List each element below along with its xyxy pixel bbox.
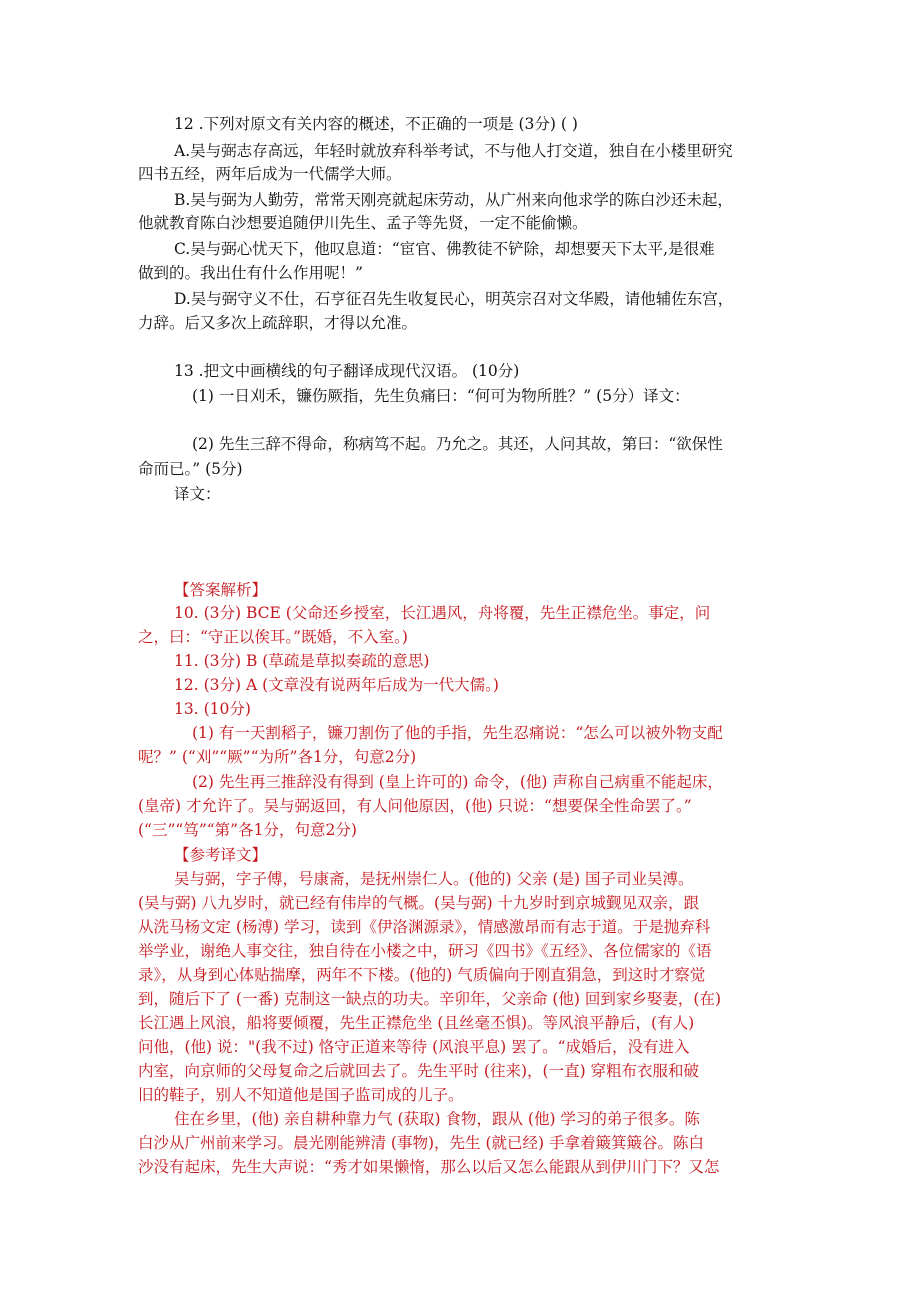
translation-p1-line: 旧的鞋子，别人不知道他是国子监司成的儿子。 (138, 1086, 464, 1104)
translation-p2-line: 白沙从广州前来学习。晨光刚能辨清 (事物)，先生 (就已经) 手拿着簸箕簸谷。陈白 (138, 1134, 704, 1152)
q12-option-a-line2: 四书五经，两年后成为一代儒学大师。 (138, 165, 402, 183)
answer-10-line1: 10. (3分) BCE (父命还乡授室，长江遇风，舟将覆，先生正襟危坐。事定，问 (174, 604, 711, 622)
q13-translation-label: 译文： (174, 485, 221, 503)
translation-p1-line: 吴与弼，字子傅，号康斋，是抚州崇仁人。(他的) 父亲 (是) 国子司业吴溥。 (174, 870, 694, 888)
translation-p1-line: 内室，向京师的父母复命之后就回去了。先生平时 (往来)，(一直) 穿粗布衣服和破 (138, 1062, 700, 1080)
q12-option-d-line1: D.吴与弼守义不仕，石亨征召先生收复民心，明英宗召对文华殿，请他辅佐东宫， (174, 290, 734, 308)
q12-option-b-line2: 他就教育陈白沙想要追随伊川先生、孟子等先贤，一定不能偷懒。 (138, 214, 588, 232)
translation-p1-line: 从洗马杨文定 (杨溥) 学习，读到《伊洛渊源录》，情感激昂而有志于道。于是抛弃科 (138, 918, 711, 936)
q12-option-c-line1: C.吴与弼心忧天下，他叹息道：“宦官、佛教徒不铲除，却想要天下太平,是很难 (174, 240, 715, 258)
translation-p1-line: 问他，(他) 说："(我不过) 恪守正道来等待 (风浪平息) 罢了。“成婚后，没有进入 (138, 1038, 690, 1056)
answer-10-line2: 之，曰：“守正以俟耳。”既婚，不入室。) (138, 628, 408, 646)
translation-p1-line: (吴与弼) 八九岁时，就已经有伟岸的气概。(吴与弼) 十九岁时到京城觐见双亲，跟 (138, 894, 700, 912)
q12-title: 12 .下列对原文有关内容的概述，不正确的一项是 (3分) ( ) (174, 115, 578, 133)
q13-part1: (1) 一日刈禾，镰伤厥指，先生负痛曰：“何可为物所胜？” (5分）译文： (192, 387, 690, 405)
q12-option-a-line1: A.吴与弼志存高远，年轻时就放弃科举考试，不与他人打交道，独自在小楼里研究 (174, 142, 733, 160)
translation-heading: 【参考译文】 (174, 846, 268, 864)
translation-p2-line: 沙没有起床，先生大声说：“秀才如果懒惰，那么以后又怎么能跟从到伊川门下？又怎 (138, 1158, 720, 1176)
answer-13-2-line3: (“三”“笃”“第”各1分，句意2分) (138, 821, 357, 839)
q12-option-c-line2: 做到的。我出仕有什么作用呢！” (138, 264, 363, 282)
q12-option-b-line1: B.吴与弼为人勤劳，常常天刚亮就起床劳动，从广州来向他求学的陈白沙还未起， (174, 191, 733, 209)
q13-title: 13 .把文中画横线的句子翻译成现代汉语。 (10分) (174, 362, 520, 380)
translation-p1-line: 录》，从身到心体贴揣摩，两年不下楼。(他的) 气质偏向于刚直狷急，到这时才察觉 (138, 966, 706, 984)
q13-part2-line1: (2) 先生三辞不得命，称病笃不起。乃允之。其还，人问其故，第曰：“欲保性 (192, 435, 723, 453)
q12-option-d-line2: 力辞。后又多次上疏辞职，才得以允准。 (138, 314, 418, 332)
translation-p1-line: 到，随后下了 (一番) 克制这一缺点的功夫。辛卯年，父亲命 (他) 回到家乡娶妻，(在) (138, 990, 721, 1008)
answer-heading: 【答案解析】 (174, 581, 268, 599)
answer-13-2-line1: (2) 先生再三推辞没有得到 (皇上许可的) 命令，(他) 声称自己病重不能起床， (192, 773, 723, 791)
translation-p1-line: 举学业，谢绝人事交往，独自待在小楼之中，研习《四书》《五经》、各位儒家的《语 (138, 942, 712, 960)
answer-13-1-line2: 呢？” (“刈”“厥”“为所”各1分，句意2分) (138, 748, 417, 766)
answer-13-2-line2: (皇帝) 才允许了。吴与弼返回，有人问他原因，(他) 只说：“想要保全性命罢了。” (138, 797, 692, 815)
translation-p1-line: 长江遇上风浪，船将要倾覆，先生正襟危坐 (且丝毫丕惧)。等风浪平静后，(有人) (138, 1014, 695, 1032)
answer-13: 13. (10分) (174, 700, 251, 718)
answer-12: 12. (3分) A (文章没有说两年后成为一代大儒。) (174, 676, 499, 694)
answer-11: 11. (3分) B (草疏是草拟奏疏的意思) (174, 652, 430, 670)
q13-part2-line2: 命而已。” (5分) (138, 460, 243, 478)
translation-p2-line: 住在乡里，(他) 亲自耕种靠力气 (获取) 食物，跟从 (他) 学习的弟子很多。陈 (174, 1110, 700, 1128)
answer-13-1-line1: (1) 有一天割稻子，镰刀割伤了他的手指，先生忍痛说：“怎么可以被外物支配 (192, 724, 723, 742)
